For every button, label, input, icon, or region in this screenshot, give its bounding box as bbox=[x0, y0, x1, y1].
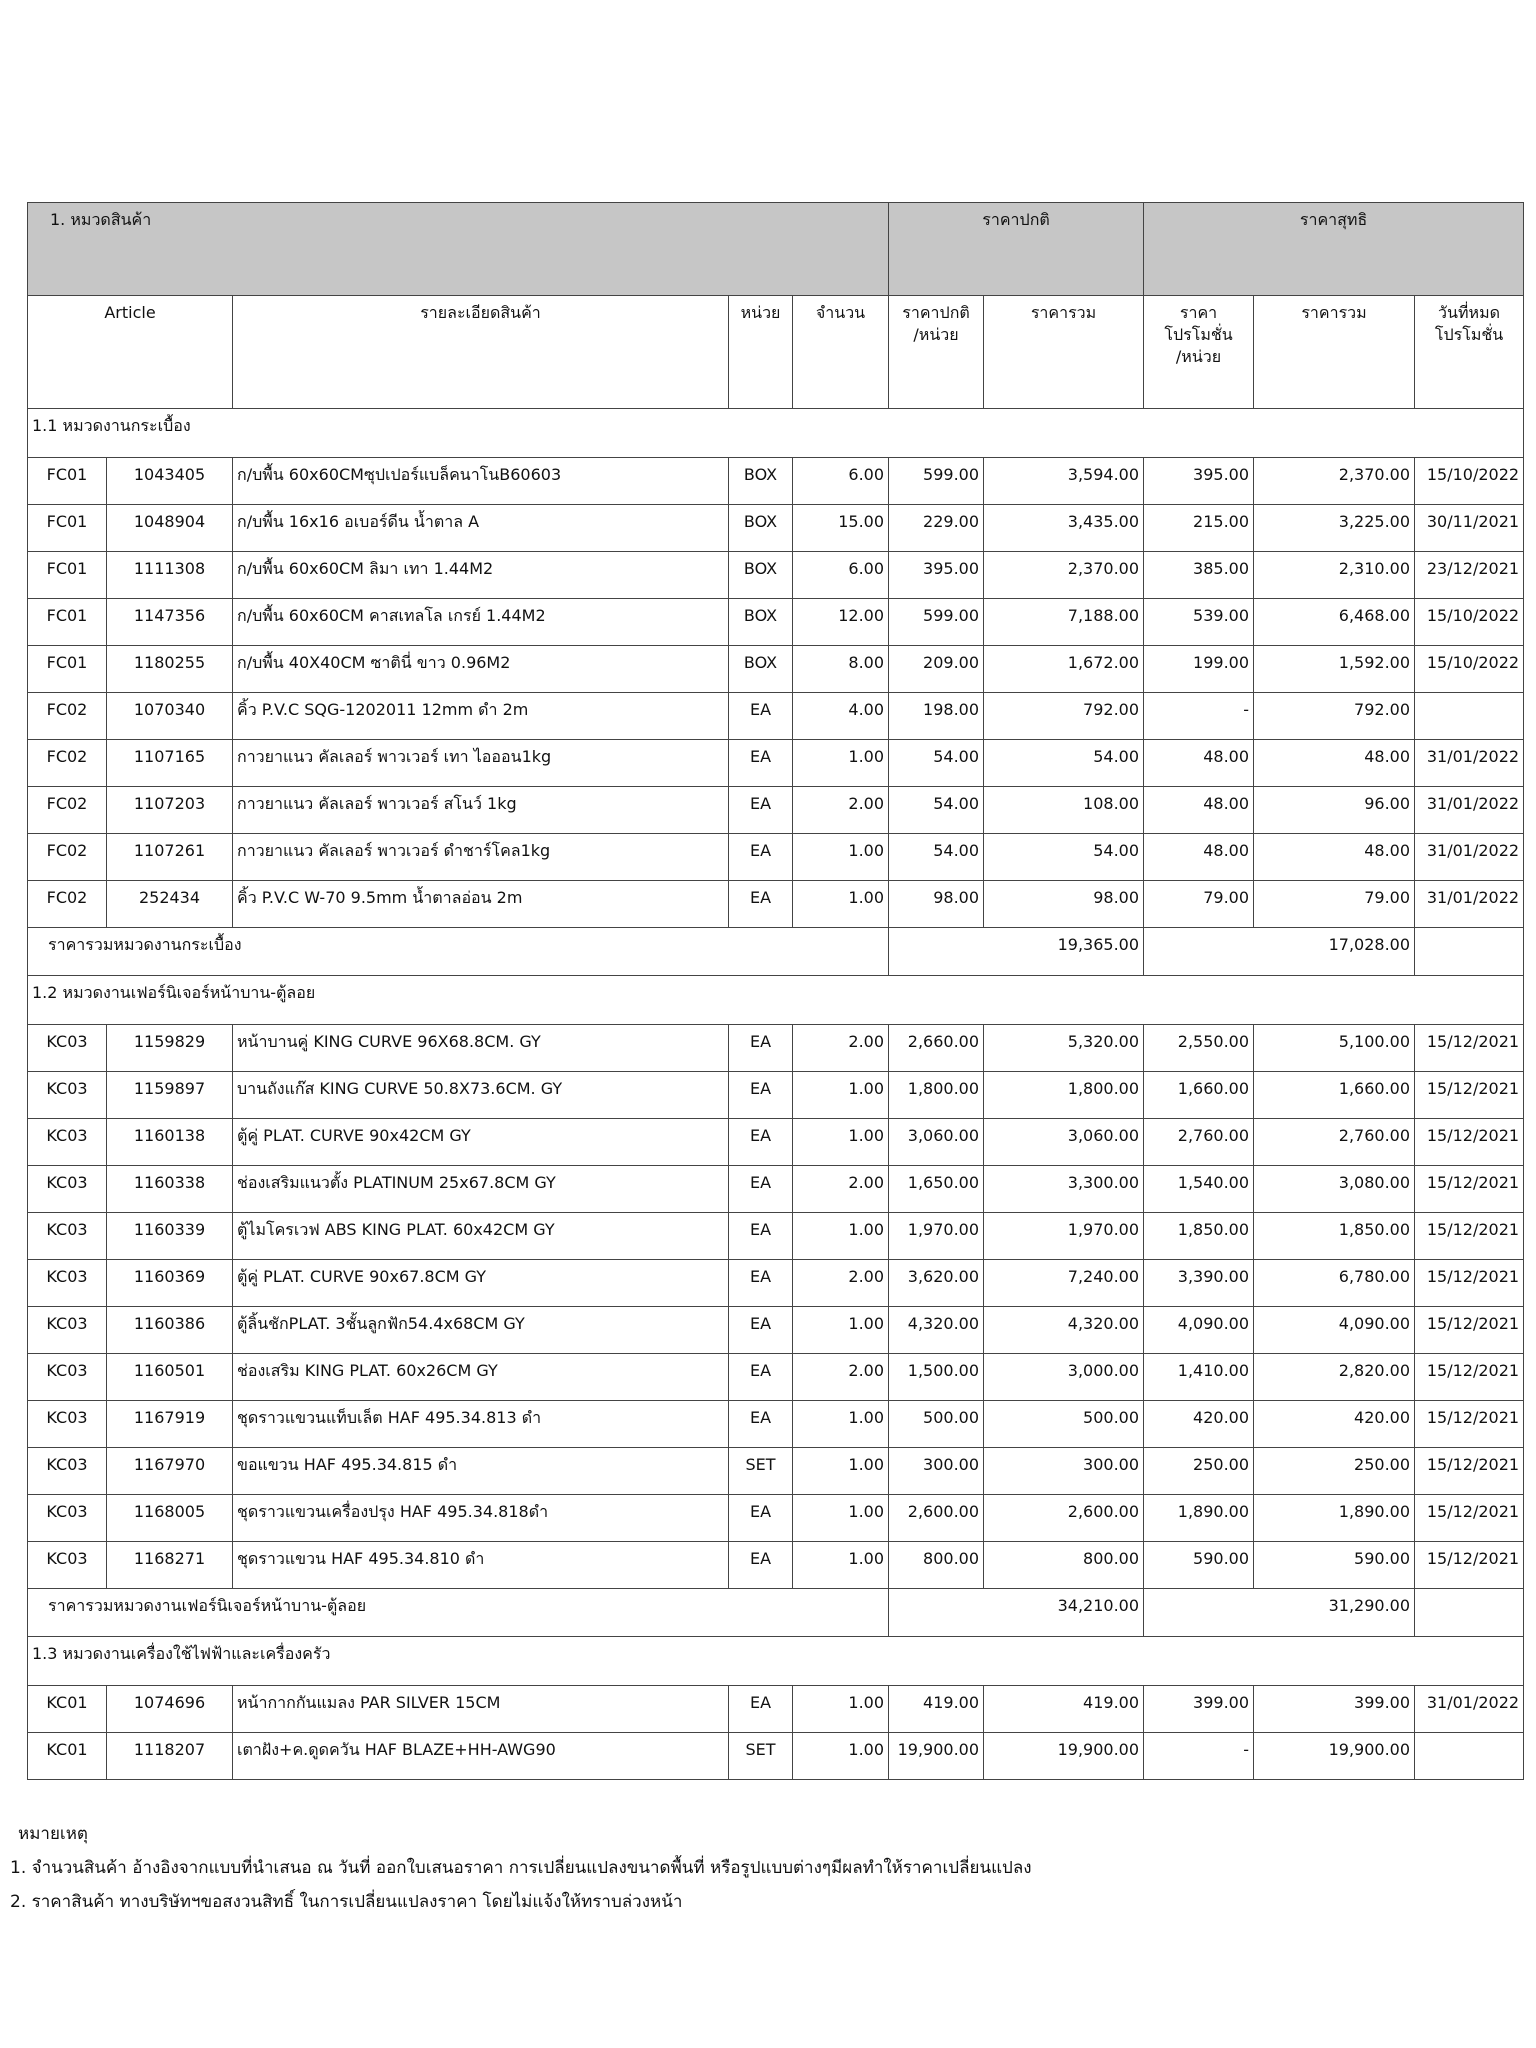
item-article: 1159897 bbox=[107, 1072, 233, 1119]
item-article: 1160338 bbox=[107, 1166, 233, 1213]
item-unit: BOX bbox=[729, 599, 793, 646]
item-net-total: 6,780.00 bbox=[1254, 1260, 1415, 1307]
table-row bbox=[28, 552, 1524, 599]
item-unit: EA bbox=[729, 1542, 793, 1589]
item-promo-price: 1,890.00 bbox=[1144, 1495, 1254, 1542]
section-title: 1.2 หมวดงานเฟอร์นิเจอร์หน้าบาน-ตู้ลอย bbox=[28, 976, 1524, 1025]
table-row bbox=[28, 1542, 1524, 1589]
item-unit: BOX bbox=[729, 458, 793, 505]
item-promo-end: 31/01/2022 bbox=[1415, 787, 1524, 834]
item-qty: 2.00 bbox=[793, 1025, 889, 1072]
item-unit-price: 599.00 bbox=[889, 599, 984, 646]
item-total: 800.00 bbox=[984, 1542, 1144, 1589]
item-description: ตู้คู่ PLAT. CURVE 90x42CM GY bbox=[233, 1119, 729, 1166]
item-total: 1,800.00 bbox=[984, 1072, 1144, 1119]
item-promo-end: 15/12/2021 bbox=[1415, 1119, 1524, 1166]
item-code: KC03 bbox=[28, 1448, 107, 1495]
item-total: 3,000.00 bbox=[984, 1354, 1144, 1401]
item-promo-end: 15/10/2022 bbox=[1415, 646, 1524, 693]
item-unit-price: 1,800.00 bbox=[889, 1072, 984, 1119]
item-total: 98.00 bbox=[984, 881, 1144, 928]
item-qty: 2.00 bbox=[793, 787, 889, 834]
item-code: FC01 bbox=[28, 552, 107, 599]
item-unit-price: 800.00 bbox=[889, 1542, 984, 1589]
item-article: 1160386 bbox=[107, 1307, 233, 1354]
item-net-total: 4,090.00 bbox=[1254, 1307, 1415, 1354]
item-unit-price: 419.00 bbox=[889, 1686, 984, 1733]
item-promo-price: 2,760.00 bbox=[1144, 1119, 1254, 1166]
table-row bbox=[28, 646, 1524, 693]
item-article: 1048904 bbox=[107, 505, 233, 552]
item-code: FC02 bbox=[28, 787, 107, 834]
col-article: Article bbox=[28, 296, 233, 409]
item-net-total: 2,370.00 bbox=[1254, 458, 1415, 505]
item-promo-end bbox=[1415, 693, 1524, 740]
column-header-row bbox=[28, 296, 1524, 409]
item-description: ช่องเสริม KING PLAT. 60x26CM GY bbox=[233, 1354, 729, 1401]
item-unit-price: 2,600.00 bbox=[889, 1495, 984, 1542]
item-qty: 1.00 bbox=[793, 1119, 889, 1166]
item-qty: 6.00 bbox=[793, 552, 889, 599]
item-code: KC03 bbox=[28, 1025, 107, 1072]
item-total: 1,970.00 bbox=[984, 1213, 1144, 1260]
table-row bbox=[28, 1025, 1524, 1072]
col-unit: หน่วย bbox=[729, 296, 793, 409]
item-promo-price: 79.00 bbox=[1144, 881, 1254, 928]
item-total: 3,300.00 bbox=[984, 1166, 1144, 1213]
table-row bbox=[28, 1072, 1524, 1119]
item-unit: EA bbox=[729, 1307, 793, 1354]
item-article: 1160138 bbox=[107, 1119, 233, 1166]
item-promo-end: 31/01/2022 bbox=[1415, 740, 1524, 787]
item-qty: 1.00 bbox=[793, 740, 889, 787]
col-promo-end: วันที่หมด โปรโมชั่น bbox=[1415, 296, 1524, 409]
item-qty: 1.00 bbox=[793, 1448, 889, 1495]
col-description: รายละเอียดสินค้า bbox=[233, 296, 729, 409]
item-article: 1180255 bbox=[107, 646, 233, 693]
item-article: 1168005 bbox=[107, 1495, 233, 1542]
section-total-net: 17,028.00 bbox=[1144, 928, 1415, 976]
item-total: 1,672.00 bbox=[984, 646, 1144, 693]
item-unit-price: 54.00 bbox=[889, 834, 984, 881]
item-qty: 6.00 bbox=[793, 458, 889, 505]
item-unit: EA bbox=[729, 1213, 793, 1260]
item-unit-price: 229.00 bbox=[889, 505, 984, 552]
item-article: 1107261 bbox=[107, 834, 233, 881]
item-promo-price: 1,850.00 bbox=[1144, 1213, 1254, 1260]
item-net-total: 6,468.00 bbox=[1254, 599, 1415, 646]
item-unit: EA bbox=[729, 1401, 793, 1448]
item-total: 792.00 bbox=[984, 693, 1144, 740]
item-promo-price: 1,660.00 bbox=[1144, 1072, 1254, 1119]
net-price-group-header: ราคาสุทธิ bbox=[1144, 203, 1524, 296]
table-row bbox=[28, 1448, 1524, 1495]
item-article: 1147356 bbox=[107, 599, 233, 646]
item-promo-price: 2,550.00 bbox=[1144, 1025, 1254, 1072]
item-net-total: 2,760.00 bbox=[1254, 1119, 1415, 1166]
item-unit: EA bbox=[729, 693, 793, 740]
item-code: FC02 bbox=[28, 740, 107, 787]
item-article: 1159829 bbox=[107, 1025, 233, 1072]
item-promo-price: 395.00 bbox=[1144, 458, 1254, 505]
item-unit: EA bbox=[729, 1119, 793, 1166]
item-unit-price: 1,970.00 bbox=[889, 1213, 984, 1260]
item-code: FC02 bbox=[28, 693, 107, 740]
table-row bbox=[28, 787, 1524, 834]
table-row bbox=[28, 740, 1524, 787]
item-promo-price: 199.00 bbox=[1144, 646, 1254, 693]
item-code: KC03 bbox=[28, 1354, 107, 1401]
section-total-normal: 19,365.00 bbox=[889, 928, 1144, 976]
col-total-normal: ราคารวม bbox=[984, 296, 1144, 409]
item-article: 1160501 bbox=[107, 1354, 233, 1401]
item-unit-price: 3,060.00 bbox=[889, 1119, 984, 1166]
item-net-total: 590.00 bbox=[1254, 1542, 1415, 1589]
category-title: 1. หมวดสินค้า bbox=[28, 203, 889, 296]
item-promo-price: 590.00 bbox=[1144, 1542, 1254, 1589]
item-qty: 4.00 bbox=[793, 693, 889, 740]
item-description: กาวยาแนว คัลเลอร์ พาวเวอร์ เทา ไอออน1kg bbox=[233, 740, 729, 787]
table-row bbox=[28, 1213, 1524, 1260]
item-article: 1167970 bbox=[107, 1448, 233, 1495]
item-code: FC02 bbox=[28, 834, 107, 881]
table-row bbox=[28, 1495, 1524, 1542]
item-promo-price: - bbox=[1144, 1733, 1254, 1780]
item-total: 3,435.00 bbox=[984, 505, 1144, 552]
item-promo-price: 399.00 bbox=[1144, 1686, 1254, 1733]
item-promo-price: 1,540.00 bbox=[1144, 1166, 1254, 1213]
item-net-total: 420.00 bbox=[1254, 1401, 1415, 1448]
item-net-total: 19,900.00 bbox=[1254, 1733, 1415, 1780]
item-qty: 1.00 bbox=[793, 1307, 889, 1354]
item-article: 252434 bbox=[107, 881, 233, 928]
item-code: FC01 bbox=[28, 505, 107, 552]
table-row bbox=[28, 1307, 1524, 1354]
item-unit-price: 3,620.00 bbox=[889, 1260, 984, 1307]
item-qty: 8.00 bbox=[793, 646, 889, 693]
item-promo-end: 15/12/2021 bbox=[1415, 1495, 1524, 1542]
item-qty: 1.00 bbox=[793, 1686, 889, 1733]
item-total: 7,240.00 bbox=[984, 1260, 1144, 1307]
item-article: 1070340 bbox=[107, 693, 233, 740]
item-code: FC01 bbox=[28, 458, 107, 505]
item-net-total: 96.00 bbox=[1254, 787, 1415, 834]
item-description: ชุดราวแขวน HAF 495.34.810 ดำ bbox=[233, 1542, 729, 1589]
item-unit-price: 1,650.00 bbox=[889, 1166, 984, 1213]
item-qty: 1.00 bbox=[793, 1401, 889, 1448]
item-unit-price: 395.00 bbox=[889, 552, 984, 599]
item-total: 54.00 bbox=[984, 740, 1144, 787]
item-description: ก/บพื้น 60x60CM ลิมา เทา 1.44M2 bbox=[233, 552, 729, 599]
item-description: กาวยาแนว คัลเลอร์ พาวเวอร์ สโนว์ 1kg bbox=[233, 787, 729, 834]
item-description: ตู้ลิ้นชักPLAT. 3ชั้นลูกฟัก54.4x68CM GY bbox=[233, 1307, 729, 1354]
item-code: KC01 bbox=[28, 1733, 107, 1780]
group-header-row bbox=[28, 203, 1524, 296]
item-unit: EA bbox=[729, 1495, 793, 1542]
table-row bbox=[28, 1354, 1524, 1401]
item-unit: EA bbox=[729, 787, 793, 834]
item-unit: SET bbox=[729, 1448, 793, 1495]
item-qty: 2.00 bbox=[793, 1260, 889, 1307]
item-promo-end: 31/01/2022 bbox=[1415, 1686, 1524, 1733]
item-description: ตู้คู่ PLAT. CURVE 90x67.8CM GY bbox=[233, 1260, 729, 1307]
item-article: 1111308 bbox=[107, 552, 233, 599]
item-total: 3,594.00 bbox=[984, 458, 1144, 505]
section-total-empty bbox=[1415, 1589, 1524, 1637]
item-promo-end: 15/10/2022 bbox=[1415, 458, 1524, 505]
item-total: 4,320.00 bbox=[984, 1307, 1144, 1354]
table-row bbox=[28, 1733, 1524, 1780]
section-title: 1.3 หมวดงานเครื่องใช้ไฟฟ้าและเครื่องครัว bbox=[28, 1637, 1524, 1686]
item-net-total: 1,850.00 bbox=[1254, 1213, 1415, 1260]
item-qty: 1.00 bbox=[793, 1213, 889, 1260]
item-promo-end: 15/12/2021 bbox=[1415, 1542, 1524, 1589]
item-unit: EA bbox=[729, 1260, 793, 1307]
table-row bbox=[28, 1166, 1524, 1213]
item-description: ชุดราวแขวนเครื่องปรุง HAF 495.34.818ดำ bbox=[233, 1495, 729, 1542]
section-total-row bbox=[28, 928, 1524, 976]
item-promo-end: 15/12/2021 bbox=[1415, 1260, 1524, 1307]
normal-price-group-header: ราคาปกติ bbox=[889, 203, 1144, 296]
item-qty: 1.00 bbox=[793, 1072, 889, 1119]
note-line: 1. จำนวนสินค้า อ้างอิงจากแบบที่นำเสนอ ณ วันที่ ออกใบเสนอราคา การเปลี่ยนแปลงขนาดพื้นที่ หรือรูปแบบต่างๆมีผลทำให้ราคาเปลี่ยนแปลง bbox=[10, 1858, 1032, 1878]
item-code: KC03 bbox=[28, 1072, 107, 1119]
item-unit: EA bbox=[729, 1166, 793, 1213]
item-code: KC03 bbox=[28, 1213, 107, 1260]
item-total: 19,900.00 bbox=[984, 1733, 1144, 1780]
table-row bbox=[28, 1686, 1524, 1733]
notes bbox=[0, 1817, 1032, 1919]
item-total: 300.00 bbox=[984, 1448, 1144, 1495]
item-promo-end: 31/01/2022 bbox=[1415, 834, 1524, 881]
section-row bbox=[28, 976, 1524, 1025]
item-total: 3,060.00 bbox=[984, 1119, 1144, 1166]
item-qty: 1.00 bbox=[793, 1542, 889, 1589]
item-unit: EA bbox=[729, 834, 793, 881]
item-article: 1043405 bbox=[107, 458, 233, 505]
item-promo-price: 3,390.00 bbox=[1144, 1260, 1254, 1307]
section-title: 1.1 หมวดงานกระเบื้อง bbox=[28, 409, 1524, 458]
item-total: 5,320.00 bbox=[984, 1025, 1144, 1072]
item-net-total: 250.00 bbox=[1254, 1448, 1415, 1495]
section-total-label: ราคารวมหมวดงานเฟอร์นิเจอร์หน้าบาน-ตู้ลอย bbox=[28, 1589, 889, 1637]
item-promo-end: 31/01/2022 bbox=[1415, 881, 1524, 928]
item-promo-end: 15/12/2021 bbox=[1415, 1166, 1524, 1213]
item-unit: BOX bbox=[729, 505, 793, 552]
item-code: KC03 bbox=[28, 1495, 107, 1542]
item-unit: SET bbox=[729, 1733, 793, 1780]
item-net-total: 3,080.00 bbox=[1254, 1166, 1415, 1213]
item-promo-price: 48.00 bbox=[1144, 740, 1254, 787]
item-description: ก/บพื้น 16x16 อเบอร์ดีน น้ำตาล A bbox=[233, 505, 729, 552]
item-unit: EA bbox=[729, 1025, 793, 1072]
item-promo-end: 15/12/2021 bbox=[1415, 1354, 1524, 1401]
item-code: FC02 bbox=[28, 881, 107, 928]
item-code: KC03 bbox=[28, 1166, 107, 1213]
item-unit-price: 209.00 bbox=[889, 646, 984, 693]
item-net-total: 48.00 bbox=[1254, 834, 1415, 881]
item-code: FC01 bbox=[28, 599, 107, 646]
item-promo-price: 385.00 bbox=[1144, 552, 1254, 599]
item-unit: BOX bbox=[729, 552, 793, 599]
col-qty: จำนวน bbox=[793, 296, 889, 409]
item-promo-price: 48.00 bbox=[1144, 834, 1254, 881]
item-article: 1160369 bbox=[107, 1260, 233, 1307]
item-qty: 12.00 bbox=[793, 599, 889, 646]
item-promo-end bbox=[1415, 1733, 1524, 1780]
item-net-total: 792.00 bbox=[1254, 693, 1415, 740]
item-total: 419.00 bbox=[984, 1686, 1144, 1733]
item-promo-end: 30/11/2021 bbox=[1415, 505, 1524, 552]
item-net-total: 1,660.00 bbox=[1254, 1072, 1415, 1119]
item-promo-price: 4,090.00 bbox=[1144, 1307, 1254, 1354]
item-description: ก/บพื้น 40X40CM ซาตินี่ ขาว 0.96M2 bbox=[233, 646, 729, 693]
item-unit-price: 19,900.00 bbox=[889, 1733, 984, 1780]
item-unit-price: 98.00 bbox=[889, 881, 984, 928]
item-net-total: 1,890.00 bbox=[1254, 1495, 1415, 1542]
section-row bbox=[28, 409, 1524, 458]
item-article: 1160339 bbox=[107, 1213, 233, 1260]
item-net-total: 48.00 bbox=[1254, 740, 1415, 787]
item-description: ก/บพื้น 60x60CM คาสเทลโล เกรย์ 1.44M2 bbox=[233, 599, 729, 646]
item-unit-price: 300.00 bbox=[889, 1448, 984, 1495]
table-row bbox=[28, 693, 1524, 740]
item-net-total: 79.00 bbox=[1254, 881, 1415, 928]
item-qty: 2.00 bbox=[793, 1166, 889, 1213]
section-total-net: 31,290.00 bbox=[1144, 1589, 1415, 1637]
item-unit: EA bbox=[729, 1072, 793, 1119]
item-description: ขอแขวน HAF 495.34.815 ดำ bbox=[233, 1448, 729, 1495]
item-article: 1168271 bbox=[107, 1542, 233, 1589]
item-promo-end: 15/12/2021 bbox=[1415, 1213, 1524, 1260]
item-total: 500.00 bbox=[984, 1401, 1144, 1448]
item-promo-end: 15/12/2021 bbox=[1415, 1448, 1524, 1495]
item-code: KC03 bbox=[28, 1542, 107, 1589]
item-unit-price: 54.00 bbox=[889, 787, 984, 834]
item-description: ก/บพื้น 60x60CMซุปเปอร์แบล็คนาโนB60603 bbox=[233, 458, 729, 505]
item-promo-price: 420.00 bbox=[1144, 1401, 1254, 1448]
table-row bbox=[28, 1401, 1524, 1448]
item-promo-end: 15/12/2021 bbox=[1415, 1025, 1524, 1072]
section-row bbox=[28, 1637, 1524, 1686]
item-promo-price: 215.00 bbox=[1144, 505, 1254, 552]
table-row bbox=[28, 599, 1524, 646]
note-line: 2. ราคาสินค้า ทางบริษัทฯขอสงวนสิทธิ์ ในการเปลี่ยนแปลงราคา โดยไม่แจ้งให้ทราบล่วงหน้า bbox=[10, 1892, 683, 1912]
item-code: KC03 bbox=[28, 1260, 107, 1307]
item-net-total: 2,820.00 bbox=[1254, 1354, 1415, 1401]
item-promo-end: 23/12/2021 bbox=[1415, 552, 1524, 599]
item-code: KC03 bbox=[28, 1401, 107, 1448]
item-qty: 15.00 bbox=[793, 505, 889, 552]
item-unit-price: 1,500.00 bbox=[889, 1354, 984, 1401]
item-description: กาวยาแนว คัลเลอร์ พาวเวอร์ ดำชาร์โคล1kg bbox=[233, 834, 729, 881]
item-net-total: 3,225.00 bbox=[1254, 505, 1415, 552]
item-article: 1118207 bbox=[107, 1733, 233, 1780]
table-row bbox=[28, 1119, 1524, 1166]
item-unit: EA bbox=[729, 740, 793, 787]
item-unit-price: 54.00 bbox=[889, 740, 984, 787]
item-unit: BOX bbox=[729, 646, 793, 693]
item-promo-price: 250.00 bbox=[1144, 1448, 1254, 1495]
table-row bbox=[28, 834, 1524, 881]
section-total-label: ราคารวมหมวดงานกระเบื้อง bbox=[28, 928, 889, 976]
item-net-total: 1,592.00 bbox=[1254, 646, 1415, 693]
item-total: 2,600.00 bbox=[984, 1495, 1144, 1542]
item-promo-end: 15/10/2022 bbox=[1415, 599, 1524, 646]
table-row bbox=[28, 881, 1524, 928]
item-description: ชุดราวแขวนแท็บเล็ต HAF 495.34.813 ดำ bbox=[233, 1401, 729, 1448]
col-promo-price: ราคา โปรโมชั่น /หน่วย bbox=[1144, 296, 1254, 409]
quotation-table bbox=[27, 202, 1524, 1780]
item-total: 108.00 bbox=[984, 787, 1144, 834]
item-article: 1107203 bbox=[107, 787, 233, 834]
table-row bbox=[28, 458, 1524, 505]
col-total-net: ราคารวม bbox=[1254, 296, 1415, 409]
item-promo-price: 539.00 bbox=[1144, 599, 1254, 646]
item-code: KC03 bbox=[28, 1307, 107, 1354]
item-unit-price: 599.00 bbox=[889, 458, 984, 505]
item-code: KC03 bbox=[28, 1119, 107, 1166]
item-unit-price: 500.00 bbox=[889, 1401, 984, 1448]
item-article: 1074696 bbox=[107, 1686, 233, 1733]
section-total-empty bbox=[1415, 928, 1524, 976]
item-net-total: 5,100.00 bbox=[1254, 1025, 1415, 1072]
item-description: คิ้ว P.V.C SQG-1202011 12mm ดำ 2m bbox=[233, 693, 729, 740]
item-promo-price: - bbox=[1144, 693, 1254, 740]
item-description: เตาฝัง+ค.ดูดควัน HAF BLAZE+HH-AWG90 bbox=[233, 1733, 729, 1780]
item-promo-price: 48.00 bbox=[1144, 787, 1254, 834]
item-qty: 1.00 bbox=[793, 1733, 889, 1780]
notes-title: หมายเหตุ bbox=[18, 1824, 88, 1844]
item-description: ช่องเสริมแนวตั้ง PLATINUM 25x67.8CM GY bbox=[233, 1166, 729, 1213]
item-qty: 1.00 bbox=[793, 881, 889, 928]
item-unit-price: 2,660.00 bbox=[889, 1025, 984, 1072]
item-qty: 1.00 bbox=[793, 834, 889, 881]
item-description: บานถังแก๊ส KING CURVE 50.8X73.6CM. GY bbox=[233, 1072, 729, 1119]
item-unit: EA bbox=[729, 1686, 793, 1733]
item-promo-end: 15/12/2021 bbox=[1415, 1401, 1524, 1448]
table-row bbox=[28, 1260, 1524, 1307]
item-promo-end: 15/12/2021 bbox=[1415, 1307, 1524, 1354]
item-code: KC01 bbox=[28, 1686, 107, 1733]
item-description: หน้าบานคู่ KING CURVE 96X68.8CM. GY bbox=[233, 1025, 729, 1072]
item-description: ตู้ไมโครเวฟ ABS KING PLAT. 60x42CM GY bbox=[233, 1213, 729, 1260]
item-unit-price: 198.00 bbox=[889, 693, 984, 740]
item-code: FC01 bbox=[28, 646, 107, 693]
section-total-normal: 34,210.00 bbox=[889, 1589, 1144, 1637]
item-unit: EA bbox=[729, 1354, 793, 1401]
item-total: 2,370.00 bbox=[984, 552, 1144, 599]
item-description: คิ้ว P.V.C W-70 9.5mm น้ำตาลอ่อน 2m bbox=[233, 881, 729, 928]
item-total: 54.00 bbox=[984, 834, 1144, 881]
item-unit-price: 4,320.00 bbox=[889, 1307, 984, 1354]
item-qty: 1.00 bbox=[793, 1495, 889, 1542]
item-description: หน้ากากกันแมลง PAR SILVER 15CM bbox=[233, 1686, 729, 1733]
table-row bbox=[28, 505, 1524, 552]
item-net-total: 2,310.00 bbox=[1254, 552, 1415, 599]
col-unit-price: ราคาปกติ /หน่วย bbox=[889, 296, 984, 409]
item-promo-end: 15/12/2021 bbox=[1415, 1072, 1524, 1119]
item-total: 7,188.00 bbox=[984, 599, 1144, 646]
item-qty: 2.00 bbox=[793, 1354, 889, 1401]
item-net-total: 399.00 bbox=[1254, 1686, 1415, 1733]
item-article: 1167919 bbox=[107, 1401, 233, 1448]
item-promo-price: 1,410.00 bbox=[1144, 1354, 1254, 1401]
item-article: 1107165 bbox=[107, 740, 233, 787]
item-unit: EA bbox=[729, 881, 793, 928]
section-total-row bbox=[28, 1589, 1524, 1637]
